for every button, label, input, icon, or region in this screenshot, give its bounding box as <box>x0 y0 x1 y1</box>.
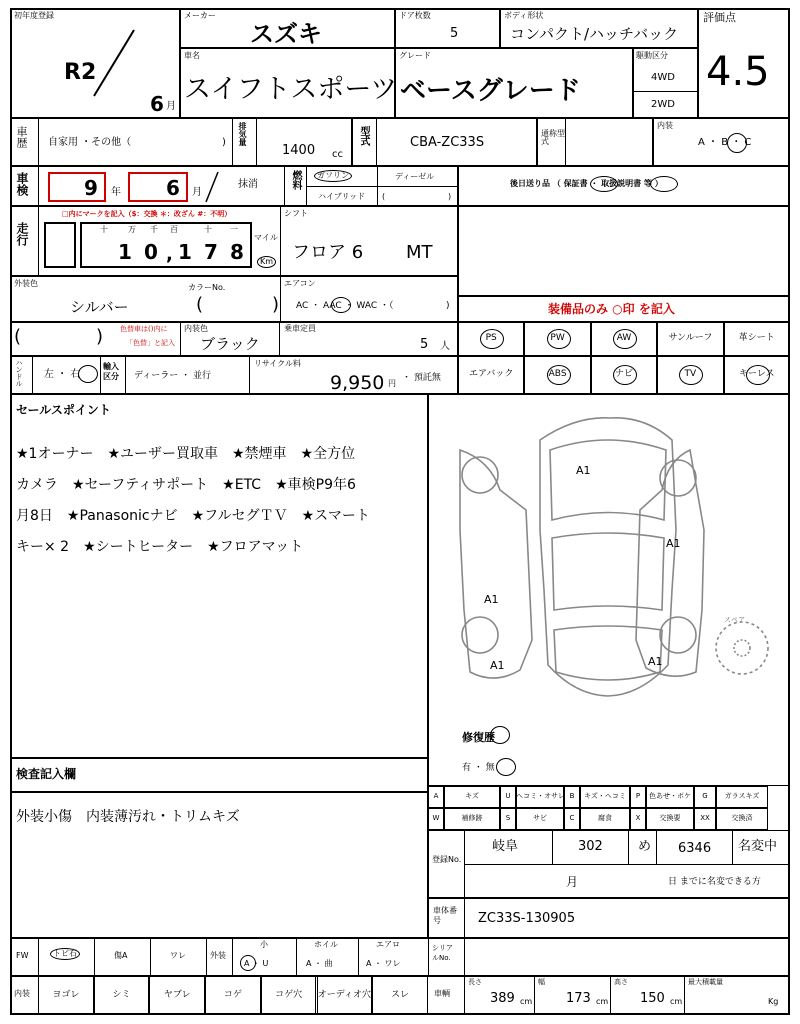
interior-grade: A ・ B ・ C <box>698 137 752 148</box>
displacement-divider <box>256 118 257 166</box>
recycle-deposit: ・ 預託無 <box>402 373 441 383</box>
width-unit: cm <box>596 997 609 1006</box>
mileage-divider <box>38 206 39 276</box>
car-top-rear <box>554 626 662 680</box>
body-label: ボディ形状 <box>504 11 544 20</box>
exterior-color-value: シルバー <box>70 298 129 316</box>
legend-label: P <box>635 792 641 800</box>
length-label: 長さ <box>468 978 482 986</box>
fw-div1 <box>94 938 95 976</box>
displacement-value: 1400 <box>282 143 316 158</box>
registration-kana: め <box>638 839 652 854</box>
fw-2: 傷A <box>114 951 128 960</box>
handle-value: 左 ・ 右 <box>44 369 81 380</box>
wheel-label: ホイル <box>314 940 338 949</box>
handle-divider <box>32 356 33 394</box>
registration-divider-h <box>464 864 790 865</box>
small-a-circle <box>240 955 256 971</box>
legend-label: A <box>433 792 439 800</box>
first-registration-era: R2 <box>64 60 97 85</box>
grade-value: ベースグレード <box>400 76 581 106</box>
drive-divider <box>633 91 698 92</box>
registration-div2 <box>628 830 629 864</box>
mileage-label: 走行 <box>15 222 29 246</box>
legend-label: ヘコミ・オサレ <box>516 792 565 800</box>
legend-label: XX <box>700 814 710 822</box>
aero-label: エアロ <box>376 940 400 949</box>
interior-grade-circle <box>727 133 747 153</box>
sales-line-0: ★1オーナー ★ユーザー買取車 ★禁煙車 ★全方位 <box>16 446 356 462</box>
serial-divider <box>428 938 429 976</box>
exterior-div <box>206 938 207 976</box>
spare-tire <box>716 622 768 674</box>
legend-label: C <box>569 814 575 822</box>
type-divider <box>376 118 377 166</box>
mileage-digit-3: 7 <box>204 240 218 264</box>
diagram-mark-3: A1 <box>490 659 505 672</box>
history-close: ) <box>222 137 226 148</box>
size-divider <box>464 976 465 1015</box>
mileage-digit-2: 1 <box>178 240 192 264</box>
legend-label: 交換要 <box>659 814 681 822</box>
car-top-cabin <box>552 533 664 610</box>
fuel-other-close: ) <box>448 192 452 201</box>
displacement-label: 排気量 <box>238 122 247 146</box>
interior-item: コゲ穴 <box>275 990 303 1000</box>
fuel-label: 燃料 <box>290 170 301 190</box>
maker-value: スズキ <box>250 20 322 48</box>
maker-label: メーカー <box>184 11 216 20</box>
docs-value: 後日送り品 （ 保証書 ・ 取扱説明書 等 ） <box>510 179 663 188</box>
wheel-left-rear <box>462 617 498 653</box>
mileage-unit-0: 万 <box>128 225 136 234</box>
inspection-year-unit: 年 <box>111 187 121 198</box>
car-name-value: スイフトスポーツ <box>184 74 398 105</box>
common-type-divider <box>565 118 566 166</box>
interior-color-label: 内装色 <box>184 324 208 333</box>
fw-label: FW <box>16 951 29 960</box>
diagram-mark-1: A1 <box>666 537 681 550</box>
fw-3: ワレ <box>170 951 186 960</box>
vin-divider <box>464 898 465 938</box>
legend-label: サビ <box>533 814 547 822</box>
registration-day-text: 日 までに名変できる方 <box>668 877 761 887</box>
repair-label-circle <box>490 726 510 744</box>
history-divider <box>38 118 39 166</box>
fuel-other: ( <box>382 192 386 201</box>
score-label: 評価点 <box>703 11 736 24</box>
spare-label: スペア <box>724 616 745 624</box>
registration-div1 <box>552 830 553 864</box>
length-unit: cm <box>520 997 533 1006</box>
drive-2wd: 4WD <box>651 72 675 83</box>
interior-color-value: ブラック <box>200 335 260 353</box>
diagram-mark-2: A1 <box>484 593 499 606</box>
equipment-item: TV <box>684 369 697 379</box>
mileage-unit-4: 十 <box>100 225 108 234</box>
exterior-label: 外装 <box>210 951 226 960</box>
color-no-close: ) <box>272 294 280 315</box>
capacity-unit: 人 <box>440 341 450 352</box>
first-registration-month-unit: 月 <box>166 101 176 112</box>
legend-label: W <box>432 814 440 822</box>
registration-month-unit: 月 <box>566 875 579 889</box>
equipment-circle <box>547 329 571 349</box>
mileage-digit-1: 0 <box>144 240 158 264</box>
fuel-hybrid: ハイブリッド <box>318 192 366 201</box>
ac-label: エアコン <box>284 279 316 288</box>
mileage-digit-4: 8 <box>230 240 244 264</box>
grade-label: グレード <box>399 51 431 60</box>
registration-name-change: 名変中 <box>738 839 778 854</box>
registration-class: 302 <box>578 839 603 854</box>
length-value: 389 <box>490 991 515 1006</box>
equipment-item: キーレス <box>739 369 775 379</box>
legend-label: 交換済 <box>731 814 753 822</box>
displacement-unit: cc <box>332 149 343 160</box>
inspection-year: 9 <box>84 176 98 200</box>
spare-tire-inner <box>734 640 750 656</box>
color-no-label: カラーNo. <box>188 283 226 292</box>
width-label: 幅 <box>538 978 545 986</box>
shift-type: MT <box>406 242 433 263</box>
width-div <box>610 976 611 1015</box>
width-value: 173 <box>566 991 591 1006</box>
mileage-digit-0: 1 <box>118 240 132 264</box>
history-value: 自家用 ・その他（ <box>48 137 132 148</box>
recycle-value: 9,950 <box>330 372 385 394</box>
fw-1: トビ石 <box>50 948 80 960</box>
recycle-unit: 円 <box>388 379 396 388</box>
inspection-month-unit: 月 <box>192 187 202 198</box>
drive-4wd: 2WD <box>651 99 675 110</box>
legend-label: ガラスキズ <box>724 792 760 800</box>
wheel-value: A ・ 曲 <box>306 959 333 968</box>
score-value: 4.5 <box>706 49 770 95</box>
import-value: ディーラー ・ 並行 <box>134 371 212 381</box>
legend-label: キズ <box>465 792 479 800</box>
wheel-right-rear <box>660 617 696 653</box>
type-value: CBA-ZC33S <box>410 135 485 150</box>
sales-title: セールスポイント <box>16 403 111 417</box>
interior-item: コゲ <box>223 990 242 1000</box>
inspection-month: 6 <box>166 176 180 200</box>
inspection-cancel: 抹消 <box>238 179 258 190</box>
interior-item: オーディオ穴 <box>317 990 371 1000</box>
height-div <box>684 976 685 1015</box>
aero-value: A ・ ワレ <box>366 959 401 968</box>
equipment-item: PW <box>550 333 565 343</box>
legend-label: 色あせ・ボケ <box>649 792 691 800</box>
common-type-label: 通称型式 <box>541 129 565 146</box>
mileage-unit-3: 一 <box>230 225 238 234</box>
color-change-note1: 色替車は()内に <box>120 325 168 333</box>
inspection-slash <box>204 170 220 204</box>
serial-divider2 <box>464 938 465 976</box>
sales-line-3: キー× 2 ★シートヒーター ★フロアマット <box>16 539 304 555</box>
repair-value: 有 ・ 無 <box>462 763 495 773</box>
fw-divider <box>38 938 39 976</box>
mileage-mile: マイル <box>254 233 278 242</box>
height-value: 150 <box>640 991 665 1006</box>
diagram-mark-4: A1 <box>648 655 663 668</box>
sales-line-2: 月8日 ★Panasonicナビ ★フルセグＴＶ ★スマート <box>16 508 370 524</box>
doors-value: 5 <box>450 26 459 41</box>
small-label: 小 <box>260 940 268 949</box>
check-text: 外装小傷 内装薄汚れ・トリムキズ <box>16 809 240 825</box>
handle-label: ハンドル <box>15 359 23 387</box>
legend-label: S <box>505 814 511 822</box>
history-label: 車歴 <box>15 126 28 148</box>
equipment-circle <box>746 365 770 385</box>
repair-none-circle <box>496 758 516 776</box>
mileage-mark-box <box>44 222 76 268</box>
shift-value: フロア 6 <box>292 242 364 263</box>
interior-label: 内装 <box>657 121 673 130</box>
mileage-comma: , <box>166 244 173 265</box>
legend-label: G <box>702 792 708 800</box>
equipment-item: エアバック <box>469 369 514 379</box>
max-load-unit: Kg <box>768 997 779 1006</box>
capacity-label: 乗車定員 <box>284 324 316 333</box>
mileage-km: Km <box>257 256 276 268</box>
fw-div2 <box>150 938 151 976</box>
small-value: A ・ U <box>244 959 269 968</box>
docs-warranty-circle <box>590 176 618 192</box>
fuel-diesel: ディーゼル <box>395 172 435 181</box>
fuel-divider-h <box>306 186 458 187</box>
legend-label: キズ・ヘコミ <box>584 792 626 800</box>
fuel-gas: ガソリン <box>314 170 352 182</box>
registration-div3 <box>656 830 657 864</box>
legend-label: X <box>635 814 641 822</box>
equipment-item: ABS <box>548 369 567 379</box>
mileage-unit-5: 千 <box>150 225 158 234</box>
diagram-mark-0: A1 <box>576 464 591 477</box>
inspection-divider <box>38 166 39 206</box>
equipment-item: ナビ <box>614 369 633 379</box>
length-div <box>534 976 535 1015</box>
ac-circle <box>331 297 351 313</box>
mileage-unit-1: 百 <box>170 225 178 234</box>
vin-label: 車体番号 <box>433 906 457 926</box>
interior-paren-close: ) <box>96 326 104 347</box>
first-registration-slash <box>90 28 140 98</box>
wheel-div <box>358 938 359 976</box>
docs-area <box>458 206 790 296</box>
small-div <box>296 938 297 976</box>
interior-item: シミ <box>112 990 131 1000</box>
docs-manual-circle <box>650 176 678 192</box>
exterior-color-label: 外装色 <box>14 279 38 288</box>
registration-label: 登録No. <box>432 855 462 864</box>
legend-label: 腐食 <box>598 814 612 822</box>
first-registration-month: 6 <box>150 92 164 116</box>
interior-item: ヤブレ <box>163 990 191 1000</box>
registration-number: 6346 <box>678 841 712 856</box>
max-load-label: 最大積載量 <box>688 978 723 986</box>
bottom-interior-label: 内装 <box>14 989 30 998</box>
body-value: コンパクト/ハッチバック <box>510 25 679 43</box>
legend-label: B <box>569 792 575 800</box>
doors-label: ドア枚数 <box>399 11 431 20</box>
interior-paren-open: ( <box>14 326 22 347</box>
equipment-circle <box>613 365 637 385</box>
shift-label: シフト <box>284 209 308 218</box>
repair-label: 修復歴 <box>462 731 495 744</box>
inspection-label: 車検 <box>15 172 29 196</box>
sales-line-1: カメラ ★セーフティサポート ★ETC ★車検P9年6 <box>16 477 356 493</box>
color-no-open: ( <box>196 294 204 315</box>
equipment-item: AW <box>616 333 632 343</box>
equipment-item: PS <box>485 333 497 343</box>
mileage-note: □内にマークを記入（$：交換 ＊：改ざん #：不明） <box>62 210 232 218</box>
interior-item: ヨゴレ <box>52 990 80 1000</box>
size-label: 車輌 <box>434 989 450 998</box>
drive-label: 駆動区分 <box>636 51 668 60</box>
equipment-item: 革シート <box>738 333 775 343</box>
import-label: 輸入区分 <box>103 362 119 381</box>
equip-title: 装備品のみ ○印 を記入 <box>548 302 675 316</box>
check-title: 検査記入欄 <box>16 767 77 781</box>
equipment-circle <box>547 365 571 385</box>
interior-item: スレ <box>391 990 410 1000</box>
exterior-div2 <box>232 938 233 976</box>
equipment-circle <box>613 329 637 349</box>
car-name-label: 車名 <box>184 51 200 60</box>
import-divider <box>125 356 126 394</box>
type-label: 型式 <box>358 126 369 146</box>
recycle-label: リサイクル料 <box>254 359 301 368</box>
serial-label: シリアルNo. <box>432 944 453 962</box>
legend-label: U <box>505 792 511 800</box>
height-unit: cm <box>670 997 683 1006</box>
capacity-value: 5 <box>420 337 429 352</box>
legend-label: 補修跡 <box>461 814 483 822</box>
handle-right-circle <box>78 365 98 383</box>
color-change-note2: 「色替」と記入 <box>126 339 175 347</box>
ac-value: AC ・ AAC ・ WAC ・（ <box>296 301 394 311</box>
fuel-divider-mid <box>377 166 378 206</box>
mileage-unit-2: 十 <box>204 225 212 234</box>
registration-div4 <box>732 830 733 864</box>
ac-close: ) <box>446 301 450 311</box>
car-top-roof <box>550 440 666 520</box>
height-label: 高さ <box>614 978 628 986</box>
equipment-item: サンルーフ <box>668 333 713 343</box>
first-registration-label: 初年度登録 <box>14 11 54 20</box>
vin-value: ZC33S-130905 <box>478 911 576 926</box>
registration-region: 岐阜 <box>492 839 519 854</box>
